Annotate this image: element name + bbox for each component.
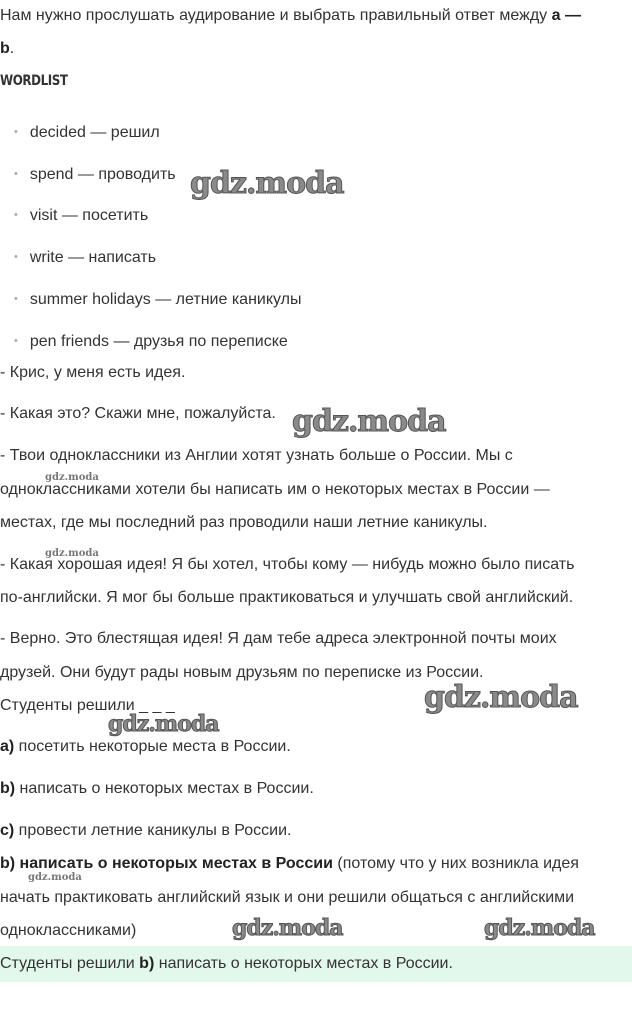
option-letter: a) bbox=[0, 738, 15, 755]
option-b bbox=[0, 779, 314, 799]
wordlist-item: • write — написать bbox=[14, 247, 156, 268]
dialog-line: - Какая хорошая идея! Я бы хотел, чтобы кому — нибудь можно было писать bbox=[0, 556, 575, 573]
intro-line bbox=[0, 6, 581, 26]
dialog-line: - Твои одноклассники из Англии хотят узнать больше о России. Мы с bbox=[0, 447, 513, 464]
wordlist-title: WORDLIST bbox=[0, 73, 68, 89]
explanation-bold: написать о некоторых местах в России bbox=[15, 855, 333, 872]
explanation-line bbox=[0, 854, 579, 874]
intro-text: Нам нужно прослушать аудирование и выбрать правильный ответ между bbox=[0, 7, 552, 24]
dialog-line: местах, где мы последний раз проводили наши летние каникулы. bbox=[0, 514, 488, 531]
answer-letter: b) bbox=[139, 955, 155, 972]
wordlist-item: • decided — решил bbox=[14, 122, 160, 143]
wordlist-item: • spend — проводить bbox=[14, 164, 176, 185]
watermark: gdz.moda bbox=[484, 915, 595, 941]
option-text: провести летние каникулы в России. bbox=[14, 822, 292, 839]
intro-end: . bbox=[9, 40, 15, 57]
answer-prefix: Студенты решили bbox=[0, 955, 140, 972]
explanation-rest: (потому что у них возникла идея bbox=[332, 855, 579, 872]
dialog-line: по-английски. Я мог бы больше практиковаться и улучшать свой английский. bbox=[0, 589, 574, 606]
dialog-line: - Какая это? Скажи мне, пожалуйста. bbox=[0, 405, 276, 422]
watermark: gdz.moda bbox=[45, 472, 99, 483]
dialog-line: - Верно. Это блестящая идея! Я дам тебе адреса электронной почты моих bbox=[0, 630, 557, 647]
intro-bold-a: a — bbox=[551, 7, 581, 24]
option-a bbox=[0, 737, 291, 757]
watermark: gdz.moda bbox=[232, 915, 343, 941]
dialog-line: одноклассниками хотели бы написать им о некоторых местах в России — bbox=[0, 481, 550, 498]
intro-line-2 bbox=[0, 39, 14, 59]
explanation-line-3: одноклассниками) bbox=[0, 922, 137, 939]
watermark: gdz.moda bbox=[28, 872, 82, 883]
option-c bbox=[0, 821, 291, 841]
wordlist-item: • summer holidays — летние каникулы bbox=[14, 289, 302, 310]
dialog-line: друзей. Они будут рады новым друзьям по переписке из России. bbox=[0, 664, 484, 681]
watermark: gdz.moda bbox=[292, 404, 446, 439]
watermark: gdz.moda bbox=[190, 166, 344, 201]
option-text: посетить некоторые места в России. bbox=[14, 738, 291, 755]
intro-bold-b: b bbox=[0, 40, 10, 57]
option-letter: c) bbox=[0, 822, 15, 839]
wordlist-item: • visit — посетить bbox=[14, 205, 148, 226]
wordlist-item: • pen friends — друзья по переписке bbox=[14, 331, 288, 352]
answer-text bbox=[0, 955, 453, 973]
watermark: gdz.moda bbox=[108, 711, 219, 737]
explanation-line-2: начать практиковать английский язык и они решили общаться с английскими bbox=[0, 889, 575, 906]
option-text: написать о некоторых местах в России. bbox=[15, 780, 314, 797]
answer-body: написать о некоторых местах в России. bbox=[154, 955, 453, 972]
option-letter: b) bbox=[0, 780, 16, 797]
explanation-letter: b) bbox=[0, 855, 16, 872]
question: Студенты решили _ _ _ bbox=[0, 697, 175, 714]
dialog-line: - Крис, у меня есть идея. bbox=[0, 364, 186, 381]
answer-box bbox=[0, 946, 632, 982]
watermark: gdz.moda bbox=[424, 680, 578, 715]
watermark: gdz.moda bbox=[45, 548, 99, 559]
